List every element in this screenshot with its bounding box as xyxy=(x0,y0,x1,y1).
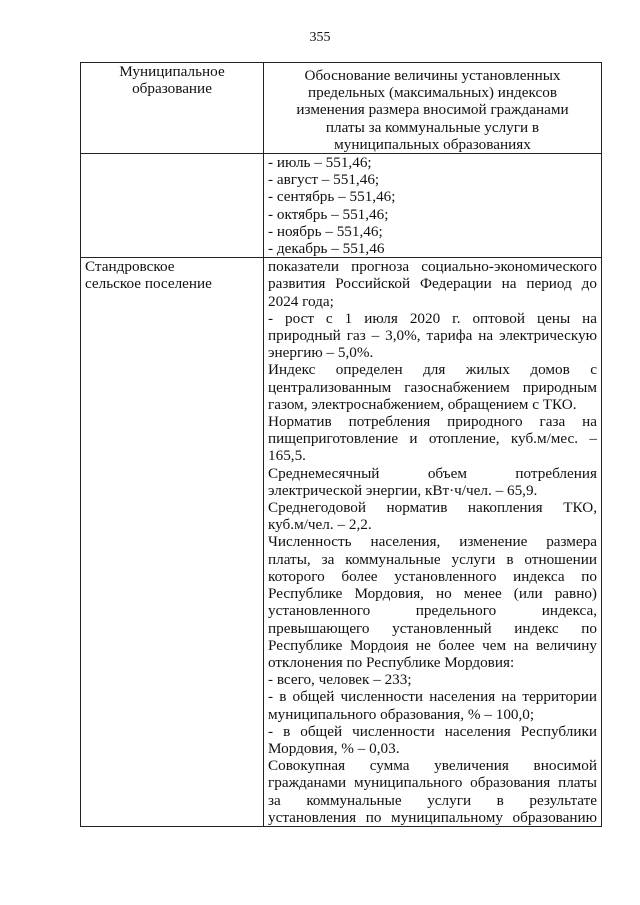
justification-text-line: природный газ – 3,0%, тарифа на электрическую xyxy=(268,327,597,345)
justification-text-line: централизованным газоснабжением природным xyxy=(268,378,597,396)
table-header-row xyxy=(81,63,602,154)
month-value-line: - октябрь – 551,46; xyxy=(268,205,389,223)
justification-text-line: - в общей численности населения Республики xyxy=(268,722,597,740)
justification-text-line: куб.м/чел. – 2,2. xyxy=(268,516,372,534)
justification-text-line: платы, за коммунальные услуги в отношении xyxy=(268,550,597,568)
page-number: 355 xyxy=(309,30,331,45)
justification-text-line: которого более установленного индекса по xyxy=(268,567,597,585)
header-justification-line: муниципальных образованиях xyxy=(334,135,531,153)
municipality-cell xyxy=(81,258,264,827)
justification-table xyxy=(80,62,602,827)
justification-text-line: муниципального образования, % – 100,0; xyxy=(268,705,535,723)
justification-text-line: установленного предельного индекса, xyxy=(268,602,597,620)
justification-text-line: Индекс определен для жилых домов с xyxy=(268,361,597,379)
justification-text-line: развития Российской Федерации на период до xyxy=(268,275,597,293)
justification-text-line: - всего, человек – 233; xyxy=(268,671,412,689)
header-justification-cell xyxy=(264,63,602,154)
municipality-name-line: сельское поселение xyxy=(85,275,212,293)
justification-text-line: энергию – 5,0%. xyxy=(268,344,374,362)
municipality-cell-continued xyxy=(81,154,264,258)
justification-text-line: 165,5. xyxy=(268,447,306,465)
header-municipality-line: Муниципальное xyxy=(119,63,225,80)
month-value-line: - июль – 551,46; xyxy=(268,154,372,172)
justification-text-line: электрической энергии, кВт·ч/чел. – 65,9. xyxy=(268,481,538,499)
table-row xyxy=(81,154,602,258)
justification-text-line: отклонения по Республике Мордовия: xyxy=(268,653,515,671)
justification-text-line: Среднемесячный объем потребления xyxy=(268,464,597,482)
justification-text-line: за коммунальные услуги в результате xyxy=(268,791,597,809)
header-justification-line: Обоснование величины установленных xyxy=(304,67,561,84)
justification-text-line: пищеприготовление и отопление, куб.м/мес. – xyxy=(268,430,597,448)
justification-text-line: 2024 года; xyxy=(268,292,334,310)
header-municipality-cell xyxy=(81,63,264,154)
justification-cell xyxy=(264,258,602,827)
month-value-line: - ноябрь – 551,46; xyxy=(268,222,383,240)
table-row xyxy=(81,258,602,827)
month-value-line: - декабрь – 551,46 xyxy=(268,240,385,258)
justification-text-line: превышающего установленный индекс по xyxy=(268,619,597,637)
header-justification-line: изменения размера вносимой гражданами xyxy=(296,101,569,119)
header-justification-line: предельных (максимальных) индексов xyxy=(307,84,558,102)
justification-text-line: газом, электроснабжением, обращением с ТКО. xyxy=(268,395,577,413)
justification-text-line: Республике Мордовия, но менее (или равно) xyxy=(268,585,597,603)
header-justification-line: платы за коммунальные услуги в xyxy=(325,118,540,136)
justification-text-line: - рост с 1 июля 2020 г. оптовой цены на xyxy=(268,309,597,327)
justification-text-line: Совокупная сумма увеличения вносимой xyxy=(268,757,597,775)
justification-text-line: Мордовия, % – 0,03. xyxy=(268,739,400,757)
justification-text-line: - в общей численности населения на территории xyxy=(268,688,597,706)
justification-cell-continued xyxy=(264,154,602,258)
justification-text-line: Численность населения, изменение размера xyxy=(268,533,597,551)
municipality-name-line: Стандровское xyxy=(85,258,175,276)
justification-text-line: показатели прогноза социально-экономического xyxy=(268,258,597,276)
justification-text-line: Норматив потребления природного газа на xyxy=(268,413,597,431)
month-value-line: - август – 551,46; xyxy=(268,171,380,189)
header-municipality-line: образование xyxy=(132,80,212,98)
justification-text-line: Республике Мордоия не более чем на величину xyxy=(268,636,597,654)
justification-text-line: Среднегодовой норматив накопления ТКО, xyxy=(268,499,597,517)
justification-text-line: установления по муниципальному образованию xyxy=(268,808,597,826)
justification-text-line: гражданами муниципального образования платы xyxy=(268,774,597,792)
month-value-line: - сентябрь – 551,46; xyxy=(268,188,396,206)
